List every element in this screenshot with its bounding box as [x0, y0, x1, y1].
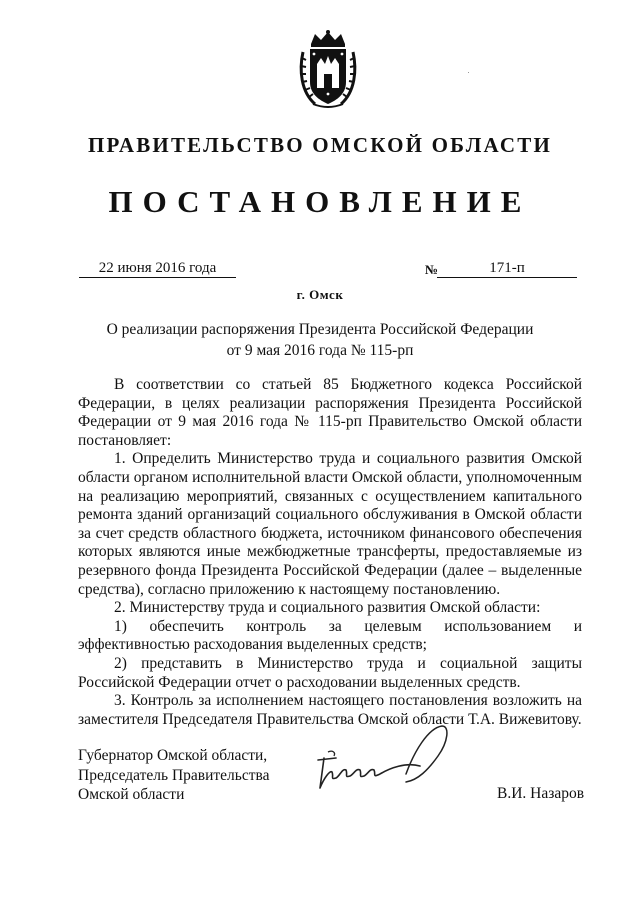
paragraph-item-2: 2. Министерству труда и социального развития Омской области: — [114, 599, 541, 617]
government-title: ПРАВИТЕЛЬСТВО ОМСКОЙ ОБЛАСТИ — [87, 133, 552, 157]
document-subject — [60, 319, 580, 361]
signatory-title-line: Председатель Правительства — [78, 766, 270, 784]
document-number: 171-п — [437, 259, 577, 278]
coat-of-arms-icon — [297, 30, 359, 110]
scan-speck — [468, 72, 469, 73]
signatory-title-line: Омской области — [78, 786, 185, 803]
subject-line: О реализации распоряжения Президента Российской Федерации — [106, 321, 534, 338]
city: г. Омск — [296, 287, 344, 302]
subject-line: от 9 мая 2016 года № 115-рп — [226, 342, 414, 359]
handwritten-signature-icon — [310, 722, 460, 802]
document-body — [78, 376, 582, 729]
paragraph-item-1: 1. Определить Министерство труда и социального развития Омской области органом исполнительной власти Омской области, уполномоченным на реализацию мероприятий, связанных с осуществлением капитального ремонта зданий организаций социального обслуживания в Омской области за счет средств областного бюджета, источником финансового обеспечения которых являются иные межбюджетные трансферты, предоставляемые из резервного фонда Президента Российской Федерации (далее – выделенные средства), согласно приложению к настоящему постановлению. — [78, 450, 582, 598]
document-date: 22 июня 2016 года — [79, 259, 236, 278]
signatory-title — [78, 746, 270, 805]
paragraph-subitem-1: 1) обеспечить контроль за целевым использованием и эффективностью расходования выделенных средств; — [78, 617, 582, 654]
signatory-title-line: Губернатор Омской области, — [78, 747, 268, 764]
paragraph-subitem-2: 2) представить в Министерство труда и социальной защиты Российской Федерации отчет о расходовании выделенных средств. — [78, 654, 582, 691]
paragraph-preamble: В соответствии со статьей 85 Бюджетного кодекса Российской Федерации, в целях реализации распоряжения Президента Российской Федерации от 9 мая 2016 года № 115-рп Правительство Омской области постановляет: — [78, 376, 582, 449]
paragraph-item-3: 3. Контроль за исполнением настоящего постановления возложить на заместителя Председателя Правительства Омской области Т.А. Вижевитову. — [78, 692, 582, 728]
number-label: № — [425, 262, 439, 277]
signatory-name: В.И. Назаров — [497, 785, 585, 802]
document-type: ПОСТАНОВЛЕНИЕ — [108, 184, 532, 219]
